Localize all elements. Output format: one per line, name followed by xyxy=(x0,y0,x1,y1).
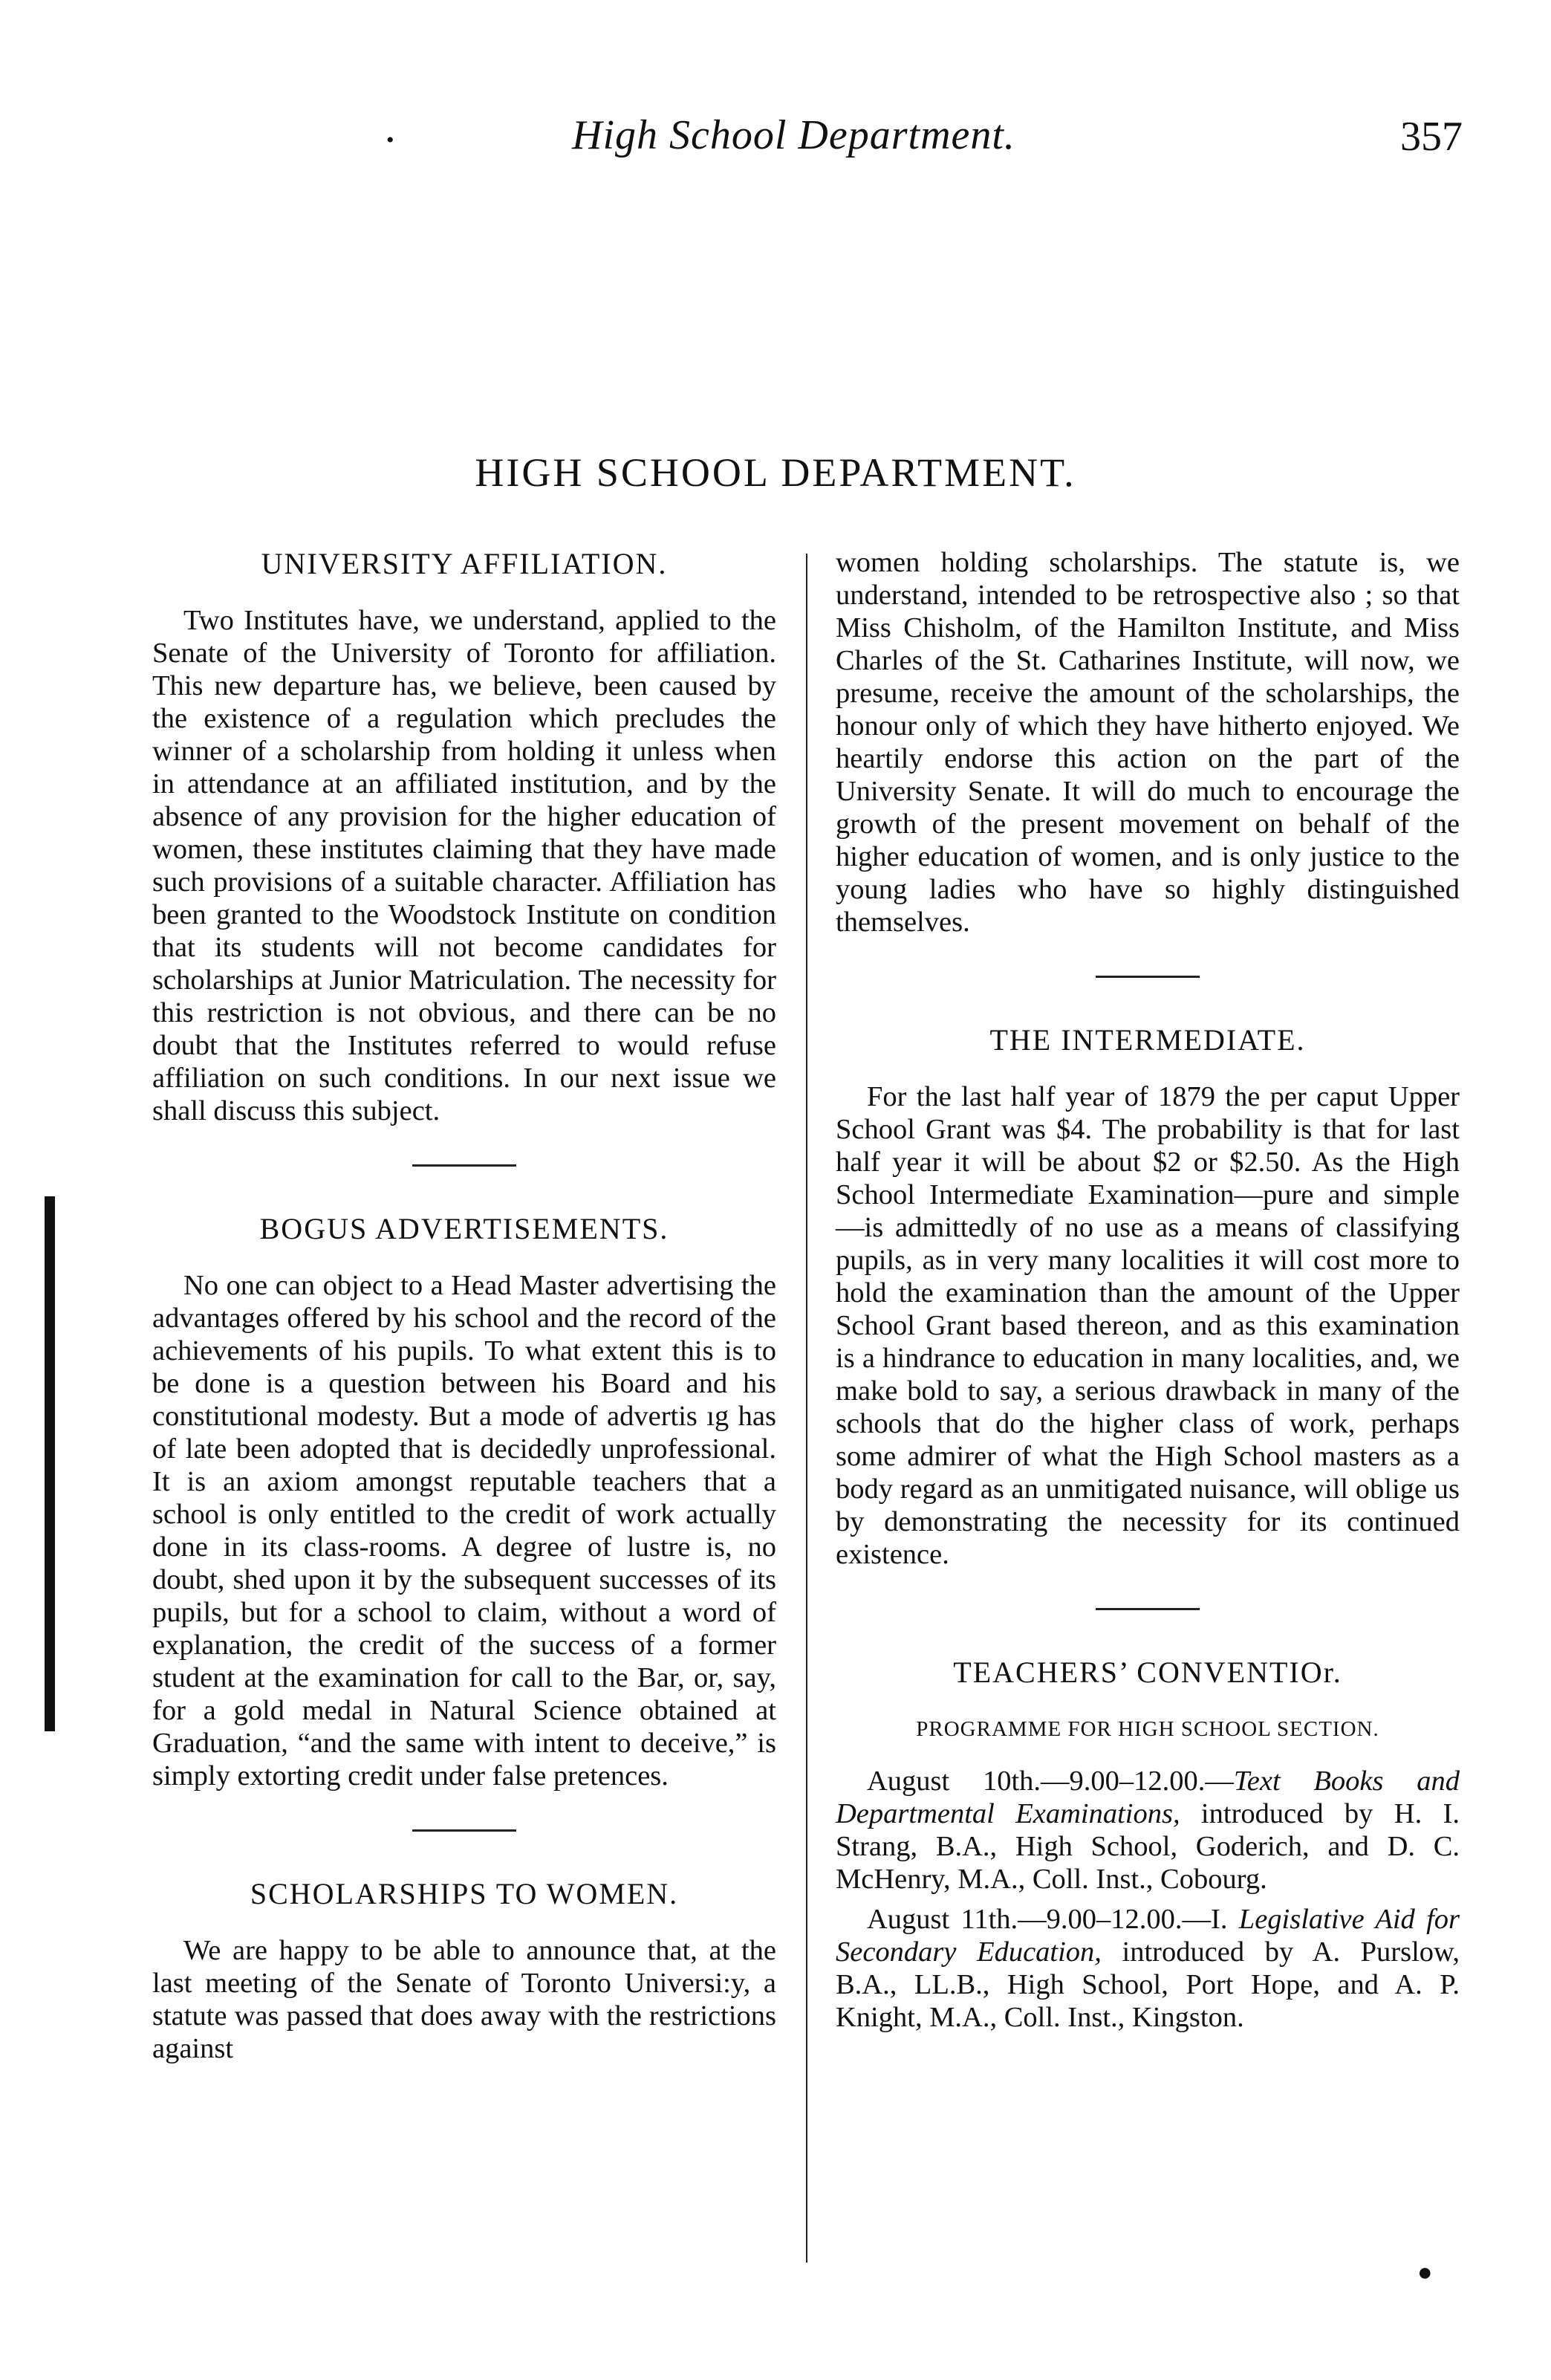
left-column xyxy=(152,546,776,2065)
paragraph-university-affiliation: Two Institutes have, we understand, applied to the Senate of the University of Toronto for affiliation. This new departure has, we believe, been caused by the existence of a regulation which precludes the winner of a scholarship from holding it unless when in attendance at an affiliated institution, and by the absence of any provision for the higher education of women, these institutes claiming that they have made such provisions of a suitable character. Affiliation has been granted to the Woodstock Institute on condition that its students will not become candidates for scholarships at Junior Matriculation. The necessity for this restriction is not obvious, and there can be no doubt that the Institutes referred to would refuse affiliation on such conditions. In our next issue we shall discuss this subject. xyxy=(152,605,776,1126)
section-divider xyxy=(1096,976,1200,978)
heading-university-affiliation: UNIVERSITY AFFILIATION. xyxy=(261,547,668,580)
programme-item-date: August 11th.—9.00–12.00.—I. xyxy=(867,1904,1239,1935)
header-dot: • xyxy=(386,128,394,152)
paragraph-the-intermediate: For the last half year of 1879 the per caput Upper School Grant was $4. The probability is that for last half year it will be about $2 or $2.50. As the High School Intermediate Examination—pure and simple—is admittedly of no use as a means of classifying pupils, as in very many localities it will cost more to hold the examination than the amount of the Upper School Grant based thereon, and as this examination is a hindrance to education in many localities, and, we make bold to say, a serious drawback in many of the schools that do the higher class of work, perhaps some admirer of what the High School masters as a body regard as an unmitigated nuisance, will oblige us by demonstrating the necessity for its continued existence. xyxy=(836,1081,1460,1570)
section-divider xyxy=(1096,1608,1200,1610)
programme-item-topic: Text Books and Departmental Examinations, xyxy=(836,1765,1460,1829)
margin-bar xyxy=(45,1196,55,1731)
heading-bogus-advertisements: BOGUS ADVERTISEMENTS. xyxy=(259,1212,669,1245)
running-header xyxy=(0,111,1551,163)
heading-teachers-convention: TEACHERS’ CONVENTIOr. xyxy=(953,1656,1342,1689)
paragraph-bogus-advertisements: No one can object to a Head Master advertising the advantages offered by his school and the record of the achievements of his pupils. To what extent this is to be done is a question between his Board and his constitutional modesty. But a mode of advertis ıg has of late been adopted that is decidedly unprofessional. It is an axiom amongst reputable teachers that a school is only entitled to the credit of work actually done in its class-rooms. A degree of lustre is, no doubt, shed upon it by the subsequent successes of its pupils, but for a school to claim, without a word of explanation, the credit of the success of a former student at the examination for call to the Bar, or, say, for a gold medal in Natural Science obtained at Graduation, “and the same with intent to deceive,” is simply extorting credit under false pretences. xyxy=(152,1270,776,1792)
heading-scholarships-to-women: SCHOLARSHIPS TO WOMEN. xyxy=(250,1877,679,1910)
right-column xyxy=(836,546,1460,2034)
running-title: High School Department. xyxy=(572,112,1015,158)
programme-item-august-10 xyxy=(836,1765,1460,1896)
section-divider xyxy=(412,1164,516,1167)
programme-item-details: introduced by A. Purslow, B.A., LL.B., High School, Port Hope, and A. P. Knight, M.A., Coll. Inst., Kingston. xyxy=(836,1936,1460,2033)
page-number: 357 xyxy=(1400,114,1463,160)
paragraph-scholarships-to-women: We are happy to be able to announce that, at the last meeting of the Senate of Toronto Universi:y, a statute was passed that does away with the restrictions against xyxy=(152,1935,776,2064)
paragraph-scholarships-continued: women holding scholarships. The statute is, we understand, intended to be retrospective also ; so that Miss Chisholm, of the Hamilton Institute, and Miss Charles of the St. Catharines Institute, will now, we presume, receive the amount of the scholarships, the honour only of which they have hitherto enjoyed. We heartily endorse this action on the part of the University Senate. It will do much to encourage the growth of the present movement on behalf of the higher education of women, and is only justice to the young ladies who have so highly distinguished themselves. xyxy=(836,547,1460,938)
programme-item-details: introduced by H. I. Strang, B.A., High School, Goderich, and D. C. McHenry, M.A., Coll. Inst., Cobourg. xyxy=(836,1798,1460,1895)
section-divider xyxy=(412,1829,516,1832)
subheading-programme: PROGRAMME FOR HIGH SCHOOL SECTION. xyxy=(916,1717,1379,1741)
bottom-mark: ● xyxy=(1417,2259,1433,2286)
programme-item-topic: Legislative Aid for Secondary Education, xyxy=(836,1904,1460,1968)
heading-the-intermediate: THE INTERMEDIATE. xyxy=(989,1023,1306,1057)
column-rule xyxy=(806,554,807,2263)
department-title: HIGH SCHOOL DEPARTMENT. xyxy=(475,450,1076,495)
programme-item-august-11 xyxy=(836,1903,1460,2034)
programme-item-date: August 10th.—9.00–12.00.— xyxy=(867,1765,1234,1797)
